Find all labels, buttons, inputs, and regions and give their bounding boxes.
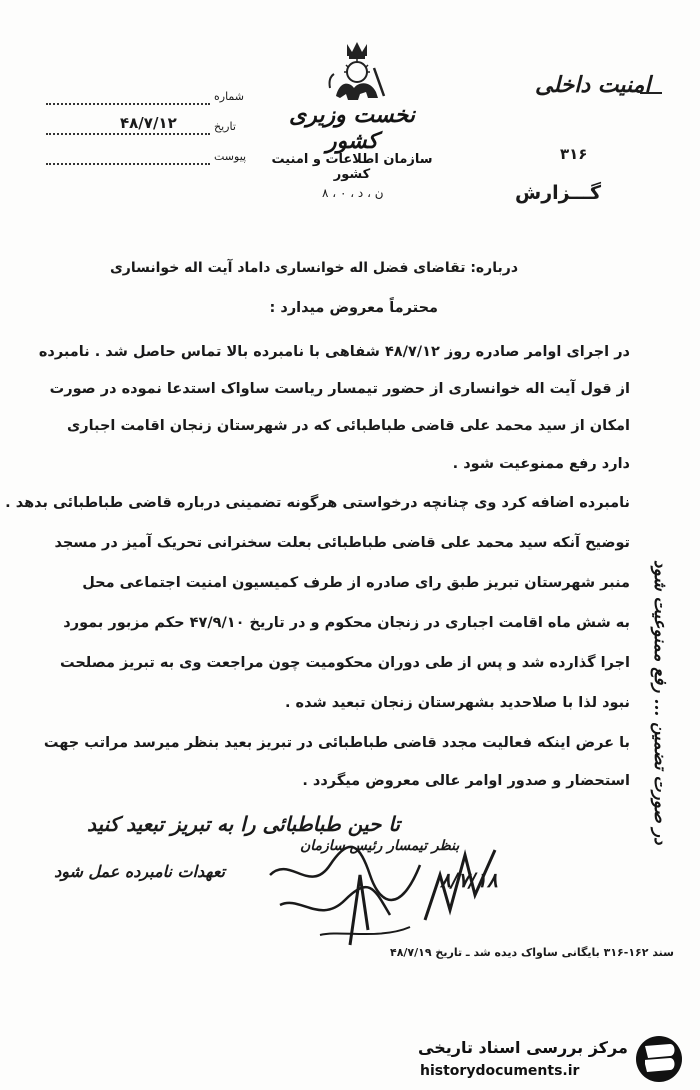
handwritten-note-2: تعهدات نامبرده عمل شود <box>54 862 225 881</box>
body-line-10: نبود لذا با صلاحدید بشهرستان زنجان تبعید شده . <box>284 695 630 711</box>
body-line-7: منبر شهرستان تبریز طبق رای صادره از طرف کمیسیون امنیت اجتماعی محل <box>82 575 630 591</box>
body-line-11: با عرض اینکه فعالیت مجدد قاضی طباطبائی در تبریز بعید بنظر میرسد مراتب جهت <box>43 735 630 751</box>
report-number: ۳۱۶ <box>560 145 588 163</box>
handwritten-note-1: تا حین طباطبائی را به تبریز تبعید کنید <box>87 812 400 836</box>
body-line-3: امکان از سید محمد علی قاضی طباطبائی که در شهرستان زنجان اقامت اجباری <box>66 418 630 434</box>
margin-note <box>565 560 675 845</box>
peyvast-line <box>46 163 210 165</box>
org-name: نخست وزیری کشور <box>289 102 415 154</box>
body-line-5: نامبرده اضافه کرد وی چنانچه درخواستی هرگونه تضمینی درباره قاضی طباطبائی بدهد . <box>5 495 630 511</box>
footer-title: مرکز بررسی اسناد تاریخی <box>418 1038 628 1057</box>
tarikh-line <box>46 133 210 135</box>
scroll-document-logo-icon <box>630 1034 688 1084</box>
shomare-line <box>46 103 210 105</box>
org-subname: سازمان اطلاعات و امنیت کشور <box>271 152 433 182</box>
body-line-4: دارد رفع ممنوعیت شود . <box>452 456 630 472</box>
department-dash <box>640 92 662 94</box>
body-line-2: از قول آیت اله خوانساری از حضور تیمسار ریاست ساواک استدعا نموده در صورت <box>49 381 630 397</box>
tarikh-value: ۴۸/۷/۱۲ <box>120 114 177 132</box>
signature-caption: بنظر تیمسار رئیس سازمان <box>300 838 460 854</box>
footer-url: historydocuments.ir <box>420 1063 580 1079</box>
signature-date: ۸/۷/۱۸ <box>440 868 498 892</box>
org-code: ن ، د ، ۰ ، ۸ <box>322 186 384 200</box>
shomare-label: شماره <box>214 90 245 103</box>
body-line-8: به شش ماه اقامت اجباری در زنجان محکوم و در تاریخ ۴۷/۹/۱۰ حکم مزبور بمورد <box>63 615 630 631</box>
salutation: محترماً معروض میدارد : <box>269 300 438 316</box>
peyvast-label: پیوست <box>214 150 247 163</box>
margin-note-text: در صورت تضمین ... رفع ممنوعیت شود <box>650 560 670 845</box>
organization-heading <box>262 102 442 182</box>
archive-footnote: سند ۱۶۲-۳۱۶ بایگانی ساواک دیده شد ـ تاریخ ۴۸/۷/۱۹ <box>389 946 674 959</box>
body-line-1: در اجرای اوامر صادره روز ۴۸/۷/۱۲ شفاهی با نامبرده بالا تماس حاصل شد . نامبرده <box>38 344 630 360</box>
subject-line: درباره: تقاضای فضل اله خوانساری داماد آیت اله خوانساری <box>109 260 518 276</box>
body-line-6: توضیح آنکه سید محمد علی قاضی طباطبائی بعلت سخنرانی تحریک آمیز در مسجد <box>54 535 630 551</box>
tarikh-label: تاریخ <box>214 120 236 133</box>
report-title: گـــزارش <box>515 182 602 204</box>
body-line-9: اجرا گذارده شد و پس از طی دوران محکومیت چون مراجعت وی به تبریز مصلحت <box>59 655 630 671</box>
department-title: امنیت داخلی <box>535 72 651 98</box>
lion-and-sun-crown-emblem-icon <box>322 38 392 108</box>
body-line-12: استحضار و صدور اوامر عالی معروض میگردد . <box>302 773 630 789</box>
